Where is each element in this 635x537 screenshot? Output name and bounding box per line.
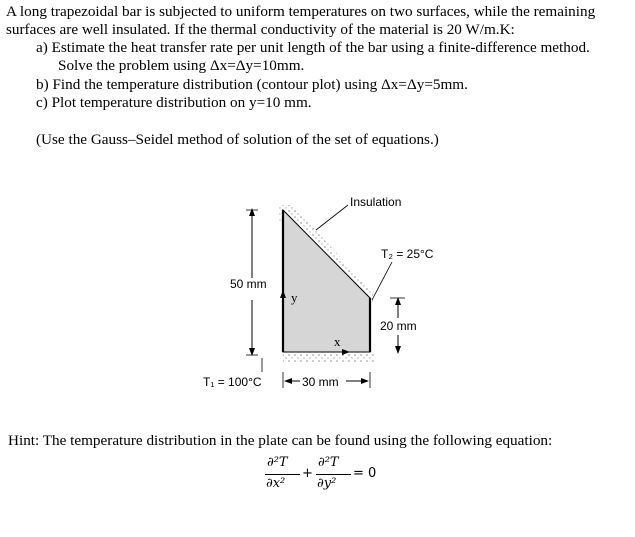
term2-numerator: ∂²T [318, 455, 339, 470]
part-a-line-1: a) Estimate the heat transfer rate per unit length of the bar using a finite-difference method. [36, 39, 590, 56]
width-label: 30 mm [302, 375, 339, 389]
part-b: b) Find the temperature distribution (contour plot) using Δx=Δy=5mm. [36, 76, 468, 93]
equation-rhs: = 0 [353, 466, 377, 481]
term1-fraction-bar [265, 474, 300, 475]
t2-label: T₂ = 25°C [381, 247, 434, 261]
term1-numerator: ∂²T [267, 455, 288, 470]
part-a-line-2: Solve the problem using Δx=Δy=10mm. [58, 57, 305, 74]
intro-line-2: surfaces are well insulated. If the thermal conductivity of the material is 20 W/m.K: [6, 21, 515, 38]
insulation-label: Insulation [350, 195, 402, 209]
hint-text: Hint: The temperature distribution in the plate can be found using the following equation: [8, 432, 553, 449]
right-height-label: 20 mm [380, 319, 417, 333]
term1-denominator: ∂x² [266, 476, 286, 491]
term2-fraction-bar [316, 474, 351, 475]
plus-sign: + [302, 466, 313, 481]
x-axis-label: x [334, 334, 341, 349]
part-c: c) Plot temperature distribution on y=10 mm. [36, 94, 312, 111]
intro-line-1: A long trapezoidal bar is subjected to uniform temperatures on two surfaces, while the remaining [6, 3, 596, 20]
height-label: 50 mm [230, 277, 267, 291]
term2-denominator: ∂y² [317, 476, 337, 491]
method-note: (Use the Gauss–Seidel method of solution of the set of equations.) [36, 131, 439, 148]
y-axis-label: y [291, 290, 298, 305]
t1-label: T₁ = 100°C [203, 375, 262, 389]
